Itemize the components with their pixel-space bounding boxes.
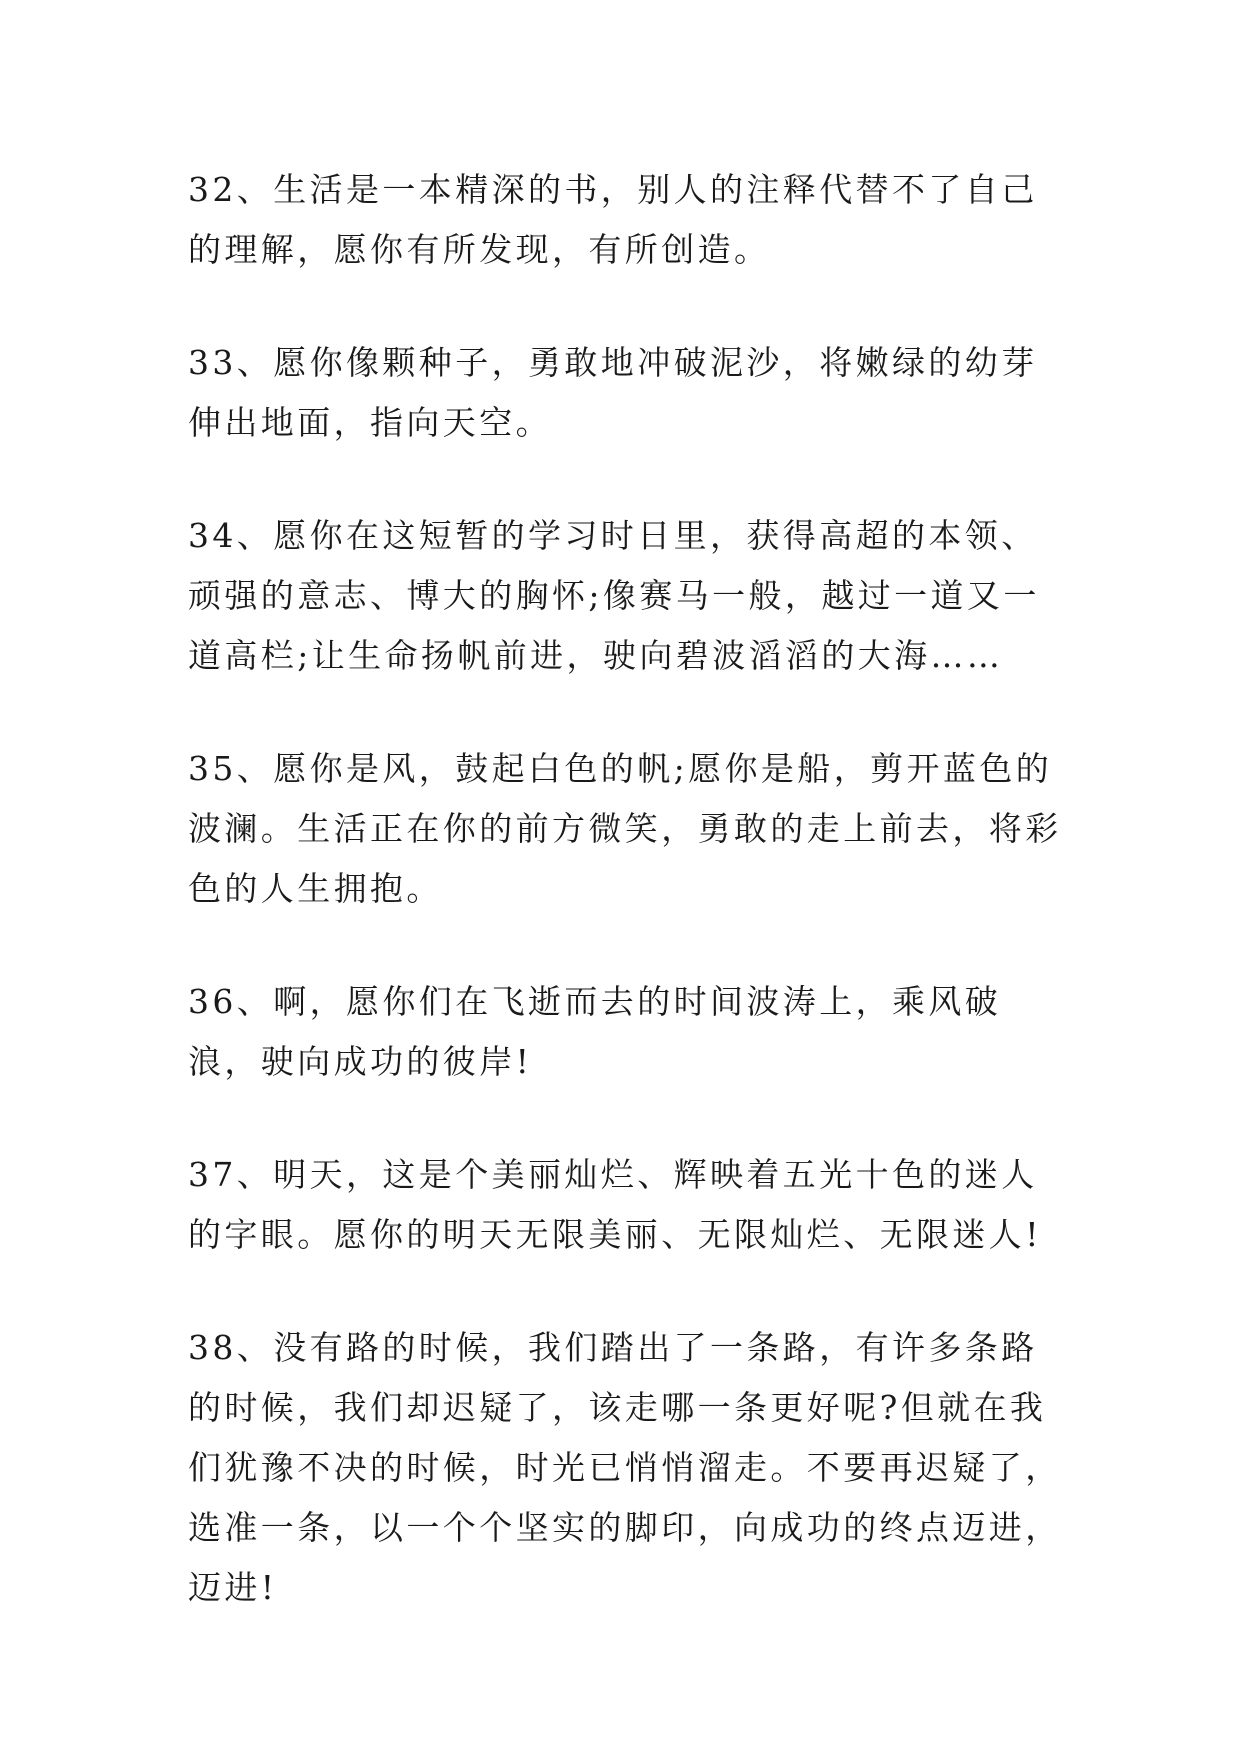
document-body — [188, 160, 1068, 1671]
paragraph-33: 33、愿你像颗种子，勇敢地冲破泥沙，将嫩绿的幼芽伸出地面，指向天空。 — [188, 343, 1038, 442]
paragraph-38: 38、没有路的时候，我们踏出了一条路，有许多条路的时候，我们却迟疑了，该走哪一条更好呢?但就在我们犹豫不决的时候，时光已悄悄溜走。不要再迟疑了，选准一条，以一个个坚实的脚印，向成功的终点迈进，迈进! — [188, 1328, 1062, 1607]
paragraph-36: 36、啊，愿你们在飞逝而去的时间波涛上，乘风破浪，驶向成功的彼岸! — [188, 982, 1002, 1081]
paragraph-32: 32、生活是一本精深的书，别人的注释代替不了自己的理解，愿你有所发现，有所创造。 — [188, 170, 1038, 269]
paragraph-34: 34、愿你在这短暂的学习时日里，获得高超的本领、顽强的意志、博大的胸怀;像赛马一般，越过一道又一道高栏;让生命扬帆前进，驶向碧波滔滔的大海…… — [188, 516, 1040, 675]
paragraph-37: 37、明天，这是个美丽灿烂、辉映着五光十色的迷人的字眼。愿你的明天无限美丽、无限灿烂、无限迷人! — [188, 1155, 1042, 1254]
paragraph-35: 35、愿你是风，鼓起白色的帆;愿你是船，剪开蓝色的波澜。生活正在你的前方微笑，勇敢的走上前去，将彩色的人生拥抱。 — [188, 749, 1062, 908]
